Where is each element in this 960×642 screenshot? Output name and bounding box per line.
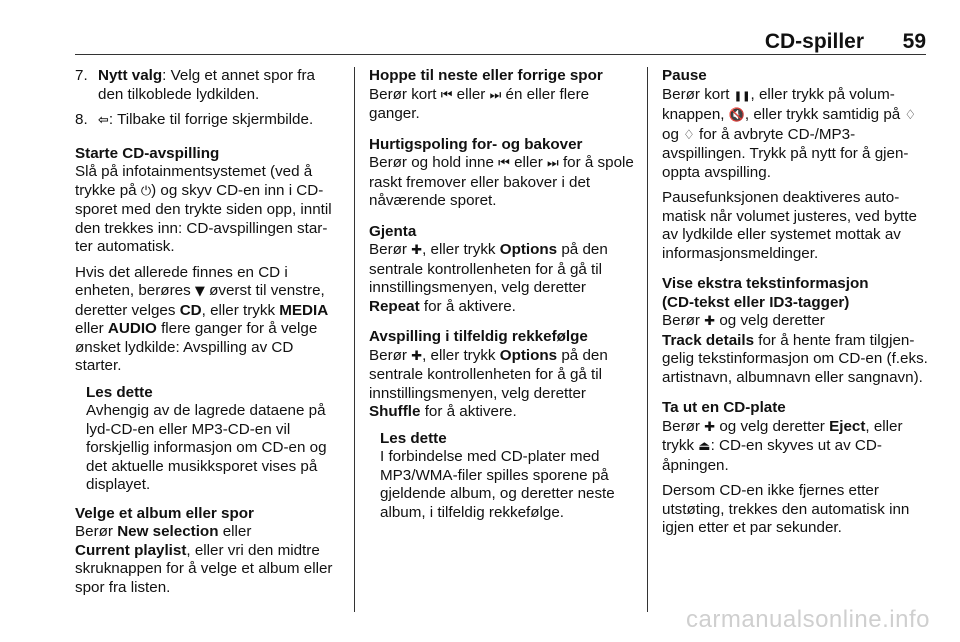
volume-up-icon: ♢ [904, 108, 917, 123]
volume-down-icon: ♢ [683, 127, 695, 143]
section-subheading: (CD-tekst eller ID3-tagger) [662, 293, 850, 311]
list-item-7: 7. Nytt valg: Velg et annet spor fra den tilkoblede lydkilden. [75, 67, 315, 103]
column-1 [75, 67, 343, 604]
plus-icon: ✚ [704, 314, 716, 329]
section-heading: Avspilling i tilfeldig rekkefølge [369, 328, 588, 345]
paragraph: Hvis det allerede finnes en CD i enheten, berøres ▼ øverst til venstre, deretter velges CD, eller trykk MEDIA eller AUDIO flere ganger for å velge ønsket lydkilde: Avspilling av CD starter. [75, 263, 329, 374]
column-3 [662, 67, 928, 545]
section-heading: Pause [662, 67, 707, 84]
page-header [75, 30, 926, 52]
column-divider-2 [647, 67, 648, 612]
power-icon: ⏻ [140, 183, 152, 199]
paragraph: Pausefunksjonen deaktiveres auto-matisk når volumet justeres, ved bytte av lydkilde eller systemet mottak av informasjonsmeldinger. [662, 189, 917, 262]
skip-previous-icon: ⏮ [498, 156, 510, 171]
eject-icon: ⏏ [698, 439, 711, 454]
column-divider-1 [354, 67, 355, 612]
section-select-album [75, 505, 343, 598]
paragraph: Berør New selection eller Current playlist, eller vri den midtre skruknappen for å velge et album eller spor fra listen. [75, 523, 333, 596]
note-heading: Les dette [86, 383, 153, 401]
paragraph: Slå på infotainmentsystemet (ved å trykke på ⏻) og skyv CD-en inn i CD-sporet med den trykte siden opp, inntil den trekkes inn: CD-avspillingen star-ter automatisk. [75, 163, 332, 255]
note-heading: Les dette [380, 429, 447, 447]
paragraph: Berør kort ⏮ eller ⏭ én eller flere ganger. [369, 85, 590, 122]
watermark: carmanualsonline.info [686, 606, 930, 633]
paragraph: Dersom CD-en ikke fjernes etter utstøting, trekkes den automatisk inn igjen etter et par sekunder. [662, 482, 910, 536]
note-box [86, 384, 343, 495]
mute-icon: 🔇 [728, 108, 745, 123]
section-repeat [369, 223, 635, 317]
paragraph: Berør og hold inne ⏮ eller ⏭ for å spole raskt fremover eller bakover i det nåværende sporet. [369, 154, 634, 209]
section-extra-text [662, 275, 928, 387]
section-skip [369, 67, 635, 124]
paragraph: Berør ✚, eller trykk Options på den sentrale kontrollenheten for å gå til innstillingsmenyen, velg deretter Shuffle for å aktivere. [369, 346, 608, 420]
plus-icon: ✚ [411, 348, 423, 364]
skip-next-icon: ⏭ [547, 156, 559, 171]
section-heading: Gjenta [369, 222, 417, 240]
section-start-cd [75, 145, 343, 376]
pause-icon: ❚❚ [733, 90, 751, 102]
header-divider [75, 54, 926, 55]
skip-next-icon: ⏭ [489, 87, 502, 103]
section-eject [662, 399, 928, 538]
paragraph: Berør ✚ og velg deretter Eject, eller trykk ⏏: CD-en skyves ut av CD-åpningen. [662, 417, 903, 474]
plus-icon: ✚ [411, 243, 423, 258]
page-title: CD-spiller [764, 30, 864, 53]
section-heading: Starte CD-avspilling [75, 144, 220, 162]
skip-previous-icon: ⏮ [440, 87, 453, 103]
plus-icon: ✚ [704, 419, 716, 435]
list-item-8: 8. ⇦: Tilbake til forrige skjermbilde. [75, 111, 314, 128]
note-text: Avhengig av de lagrede dataene på lyd-CD-en eller MP3-CD-en vil forskjellig informasjon om CD-en og det aktuelle musikksporet vises på displayet. [86, 402, 327, 493]
column-2 [369, 67, 635, 529]
page-number: 59 [902, 30, 926, 53]
triangle-down-icon: ▼ [194, 284, 205, 299]
note-text: I forbindelse med CD-plater med MP3/WMA-filer spilles sporene på gjeldende album, og deretter neste album, i tilfeldig rekkefølge. [380, 448, 615, 521]
section-heading: Ta ut en CD-plate [662, 399, 786, 416]
section-heading: Vise ekstra tekstinformasjon [662, 275, 869, 292]
section-shuffle [369, 328, 635, 422]
section-fast-forward [369, 136, 635, 211]
paragraph: Berør kort ❚❚, eller trykk på volum-knappen, 🔇, eller trykk samtidig på ♢ og ♢ for å avbryte CD-/MP3-avspillingen. Trykk på nytt for å gjen-oppta avspilling. [662, 85, 917, 181]
section-heading: Hoppe til neste eller forrige spor [369, 67, 603, 84]
paragraph: Berør ✚, eller trykk Options på den sentrale kontrollenheten for å gå til innstillingsmenyen, velg deretter Repeat for å aktivere. [369, 241, 608, 315]
section-heading: Hurtigspoling for- og bakover [369, 135, 583, 153]
back-arrow-icon: ⇦ [98, 113, 109, 128]
note-box [380, 430, 635, 523]
section-pause [662, 67, 928, 263]
paragraph: Berør ✚ og velg deretter Track details for å hente fram tilgjen-gelig tekstinformasjon om CD-en (f.eks. artistnavn, albumnavn eller sangnavn). [662, 312, 928, 386]
section-heading: Velge et album eller spor [75, 504, 254, 522]
